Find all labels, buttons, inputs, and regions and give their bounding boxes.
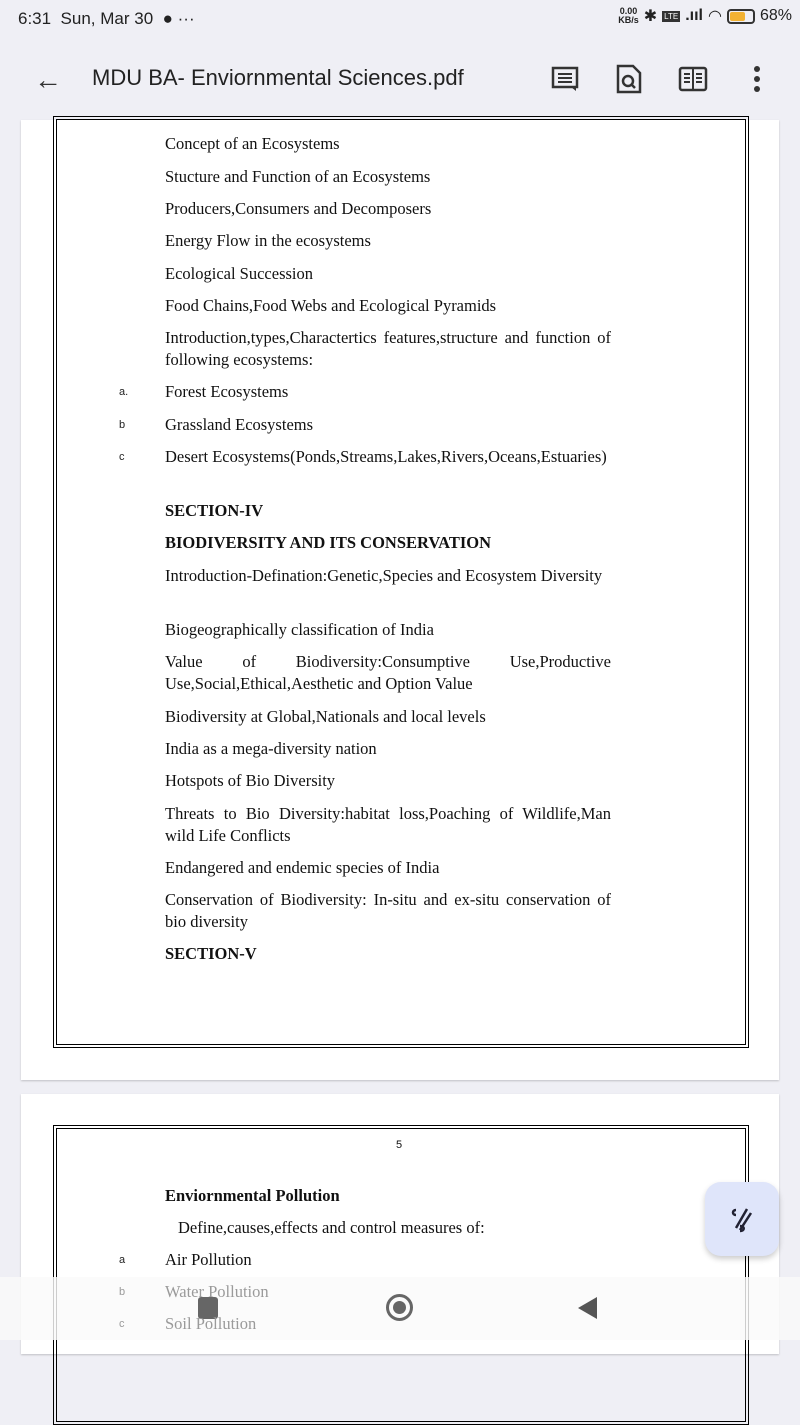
page-border bbox=[53, 1125, 749, 1425]
annotate-button[interactable] bbox=[705, 1182, 779, 1256]
list-item: Endangered and endemic species of India bbox=[165, 858, 440, 877]
find-in-document-button[interactable] bbox=[612, 62, 646, 96]
list-label: c bbox=[119, 1318, 125, 1330]
list-item: Stucture and Function of an Ecosystems bbox=[165, 167, 431, 186]
back-arrow-icon[interactable]: ← bbox=[34, 64, 62, 95]
list-item: Conservation of Biodiversity: In-situ and ex-situ conservation of bio diversity bbox=[165, 890, 611, 931]
list-item: Biodiversity at Global,Nationals and local levels bbox=[165, 707, 486, 726]
status-bar bbox=[0, 0, 800, 38]
reading-mode-button[interactable] bbox=[676, 62, 710, 96]
list-item: Air Pollution bbox=[165, 1250, 252, 1269]
list-label: b bbox=[119, 1286, 126, 1298]
list-item: Grassland Ecosystems bbox=[165, 415, 314, 434]
signal-icon: .ııl bbox=[685, 7, 703, 24]
list-label: b bbox=[119, 419, 126, 431]
list-label: a bbox=[119, 1254, 126, 1266]
list-label: a. bbox=[119, 386, 129, 398]
battery-percent: 68% bbox=[759, 7, 792, 24]
section-heading: SECTION-IV bbox=[165, 501, 264, 520]
bluetooth-icon: ✱ bbox=[643, 8, 658, 25]
list-item: Concept of an Ecosystems bbox=[165, 134, 340, 153]
net-speed: 0.00 KB/s bbox=[618, 6, 639, 25]
list-item: Value of Biodiversity:Consumptive Use,Productive Use,Social,Ethical,Aesthetic and Option Value bbox=[165, 652, 611, 693]
pen-edit-icon bbox=[727, 1204, 757, 1234]
battery-icon bbox=[727, 9, 755, 24]
book-icon bbox=[678, 66, 708, 92]
list-item: Desert Ecosystems(Ponds,Streams,Lakes,Rivers,Oceans,Estuaries) bbox=[165, 447, 607, 466]
chat-icon: ● bbox=[162, 9, 173, 28]
document-search-icon bbox=[616, 64, 642, 94]
list-item: India as a mega-diversity nation bbox=[165, 739, 377, 758]
list-item: Energy Flow in the ecosystems bbox=[165, 231, 371, 250]
list-item: Forest Ecosystems bbox=[165, 382, 289, 401]
list-item: Soil Pollution bbox=[165, 1314, 257, 1333]
list-item: Biogeographically classification of India bbox=[165, 620, 434, 639]
app-toolbar bbox=[0, 38, 800, 120]
more-vert-icon bbox=[752, 65, 762, 93]
section-heading: SECTION-V bbox=[165, 944, 257, 963]
comments-button[interactable] bbox=[548, 62, 582, 96]
comment-icon bbox=[551, 65, 579, 93]
page-number: 5 bbox=[396, 1139, 403, 1151]
list-item: Water Pollution bbox=[165, 1282, 269, 1301]
volte-icon: LTE bbox=[664, 11, 679, 21]
list-item: Food Chains,Food Webs and Ecological Pyramids bbox=[165, 296, 497, 315]
list-item: Hotspots of Bio Diversity bbox=[165, 771, 336, 790]
list-item: Introduction-Defination:Genetic,Species and Ecosystem Diversity bbox=[165, 566, 603, 585]
list-item: Introduction,types,Charactertics features,structure and function of following ecosystems: bbox=[165, 328, 611, 369]
list-item: Threats to Bio Diversity:habitat loss,Poaching of Wildlife,Man wild Life Conflicts bbox=[165, 804, 611, 845]
status-time-date: 6:31 Sun, Mar 30 ● ··· bbox=[18, 9, 195, 28]
more-options-button[interactable] bbox=[740, 62, 774, 96]
list-label: c bbox=[119, 451, 125, 463]
wifi-icon: ◠ bbox=[708, 8, 722, 25]
document-title: MDU BA- Enviornmental Sciences.pdf bbox=[92, 65, 464, 90]
section-heading: BIODIVERSITY AND ITS CONSERVATION bbox=[165, 533, 491, 552]
section-intro: Define,causes,effects and control measures of: bbox=[178, 1218, 485, 1237]
section-heading: Enviornmental Pollution bbox=[165, 1186, 340, 1205]
list-item: Producers,Consumers and Decomposers bbox=[165, 199, 432, 218]
list-item: Ecological Succession bbox=[165, 264, 314, 283]
